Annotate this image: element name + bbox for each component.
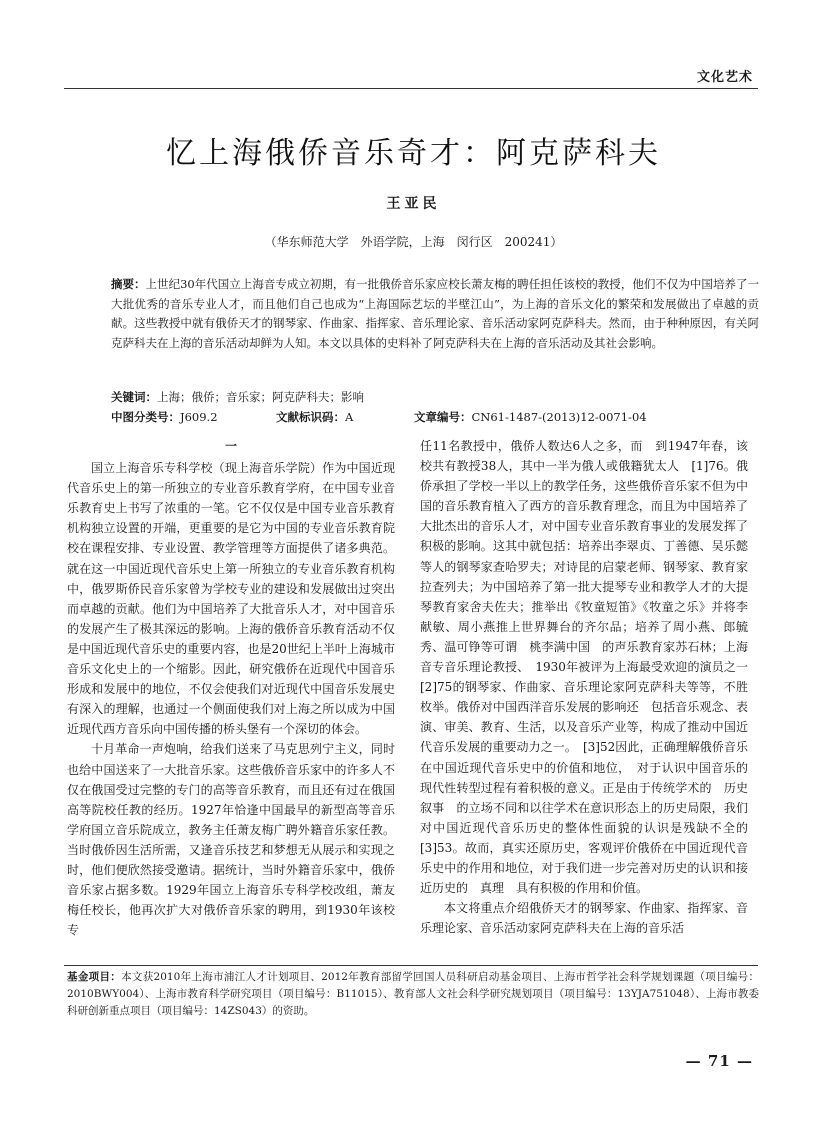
abstract	[111, 275, 759, 353]
funding-label: 基金项目：	[67, 971, 122, 983]
document-code: 文献标识码：A	[276, 410, 354, 424]
footnote-rule	[64, 965, 758, 966]
author-affiliation: （华东师范大学 外语学院，上海 闵行区 200241）	[264, 235, 563, 249]
body-column-left	[67, 436, 395, 940]
article-number: 文章编号：CN61-1487-(2013)12-0071-04	[414, 410, 647, 424]
paragraph: 国立上海音乐专科学校（现上海音乐学院）作为中国近现代音乐史上的第一所独立的专业音乐教育学府，在中国专业音乐教育史上书写了浓重的一笔。它不仅仅是中国专业音乐教育机构独立设置的开端，更重要的是它为中国的专业音乐教育院校在课程安排、专业设置、教学管理等方面提供了诸多典范。就在这一中国近现代音乐史上第一所独立的专业音乐教育机构中，俄罗斯侨民音乐家曾为学校专业的建设和发展做出过突出而卓越的贡献。他们为中国培养了大批音乐人才，对中国音乐的发展产生了极其深远的影响。上海的俄侨音乐教育活动不仅是中国近现代音乐史的重要内容，也是20世纪上半叶上海城市音乐文化史上的一个缩影。因此，研究俄侨在近现代中国音乐形成和发展中的地位，不仅会使我们对近现代中国音乐发展史有深入的理解，也通过一个侧面使我们对上海之所以成为中国近现代西方音乐向中国传播的桥头堡有一个深切的体会。	[67, 461, 395, 737]
abstract-text: 上世纪30年代国立上海音专成立初期，有一批俄侨音乐家应校长萧友梅的聘任担任该校的教授，他们不仅为中国培养了一大批优秀的音乐专业人才，而且他们自己也成为“上海国际艺坛的半壁江山”，为上海的音乐文化的繁荣和发展做出了卓越的贡献。这些教授中就有俄侨天才的钢琴家、作曲家、指挥家、音乐理论家、音乐活动家阿克萨科夫。然而，由于种种原因，有关阿克萨科夫在上海的音乐活动却鲜为人知。本文以具体的史料补了阿克萨科夫在上海的音乐活动及其社会影响。	[111, 277, 759, 350]
classification-line	[111, 409, 759, 425]
clc-number: 中图分类号：J609.2	[111, 410, 218, 424]
paragraph: 本文将重点介绍俄侨天才的钢琴家、作曲家、指挥家、音乐理论家、音乐活动家阿克萨科夫在上海的音乐活	[420, 901, 748, 936]
section-number: 一	[224, 439, 237, 453]
paragraph: 任11名教授中，俄侨人数达6人之多，而 到1947年春，该校共有教授38人，其中一半为俄人或俄籍犹太人 [1]76。俄侨承担了学校一半以上的教学任务，这些俄侨音乐家不但为中国的音乐教育植入了西方的音乐教育理念，而且为中国培养了大批杰出的音乐人才，对中国专业音乐教育事业的发展发挥了积极的影响。这其中就包括：培养出李翠贞、丁善德、吴乐懿等人的钢琴家查哈罗夫；对诗昆的启蒙老师、钢琴家、教育家拉查列夫；为中国培养了第一批大提琴专业和教学人才的大提琴教育家舍夫佐夫；推举出《牧童短笛》《牧童之乐》并将李献敏、周小燕推上世界舞台的齐尔品；培养了周小燕、郎毓秀、温可铮等可谓 桃李满中国 的声乐教育家苏石林；上海音专音乐理论教授、 1930年被评为上海最受欢迎的演员之一 [2]75的钢琴家、作曲家、音乐理论家阿克萨科夫等等，不胜枚举。俄侨对中国西洋音乐发展的影响还 包括音乐观念、表演、审美、教育、生活，以及音乐产业等，构成了推动中国近代音乐发展的重要动力之一。 [3]52因此，正确理解俄侨音乐在中国近现代音乐史中的价值和地位， 对于认识中国音乐的现代性转型过程有着积极的意义。正是由于传统学术的 历史叙事 的立场不同和以往学术在意识形态上的历史局限，我们对中国近现代音乐历史的整体性面貌的认识是残缺不全的 [3]53。故而，真实还原历史，客观评价俄侨在中国近现代音乐史中的作用和地位，对于我们进一步完善对历史的认识和接近历史的 真理 具有积极的作用和价值。	[420, 439, 761, 896]
paragraph: 十月革命一声炮响，给我们送来了马克思列宁主义，同时也给中国送来了一大批音乐家。这些俄侨音乐家中的许多人不仅在俄国受过完整的专门的高等音乐教育，而且还有过在俄国高等院校任教的经历。1927年恰逢中国最早的新型高等音乐学府国立音乐院成立，教务主任萧友梅广聘外籍音乐家任教。当时俄侨因生活所需，又逢音乐技艺和梦想无从展示和实现之时，他们便欣然接受邀请。据统计，当时外籍音乐家中，俄侨音乐家占据多数。1929年国立上海音乐专科学校改组，萧友梅任校长，他再次扩大对俄侨音乐家的聘用，到1930年该校专	[67, 742, 395, 938]
abstract-label: 摘要：	[111, 277, 146, 291]
article-author: 王亚民	[386, 196, 441, 212]
journal-section-tag: 文化艺术	[696, 70, 753, 85]
keywords-text: 上海；俄侨；音乐家；阿克萨科夫；影响	[157, 390, 364, 404]
article-title: 忆上海俄侨音乐奇才：阿克萨科夫	[166, 136, 661, 171]
keywords-label: 关键词：	[111, 390, 157, 404]
funding-text: 本文获2010年上海市浦江人才计划项目、2012年教育部留学回国人员科研启动基金项目、上海市哲学社会科学规划课题（项目编号：2010BWY004）、上海市教育科学研究项目（项目编号：B11015）、教育部人文社会科学研究规划项目（项目编号：13YJA751048）、上海市教委科研创新重点项目（项目编号：14ZS043）的资助。	[67, 971, 759, 1017]
body-column-right	[420, 436, 761, 938]
header-rule	[64, 88, 758, 89]
keywords	[111, 389, 759, 405]
funding-footnote	[67, 969, 759, 1020]
page-number: — 71 —	[685, 1052, 753, 1070]
